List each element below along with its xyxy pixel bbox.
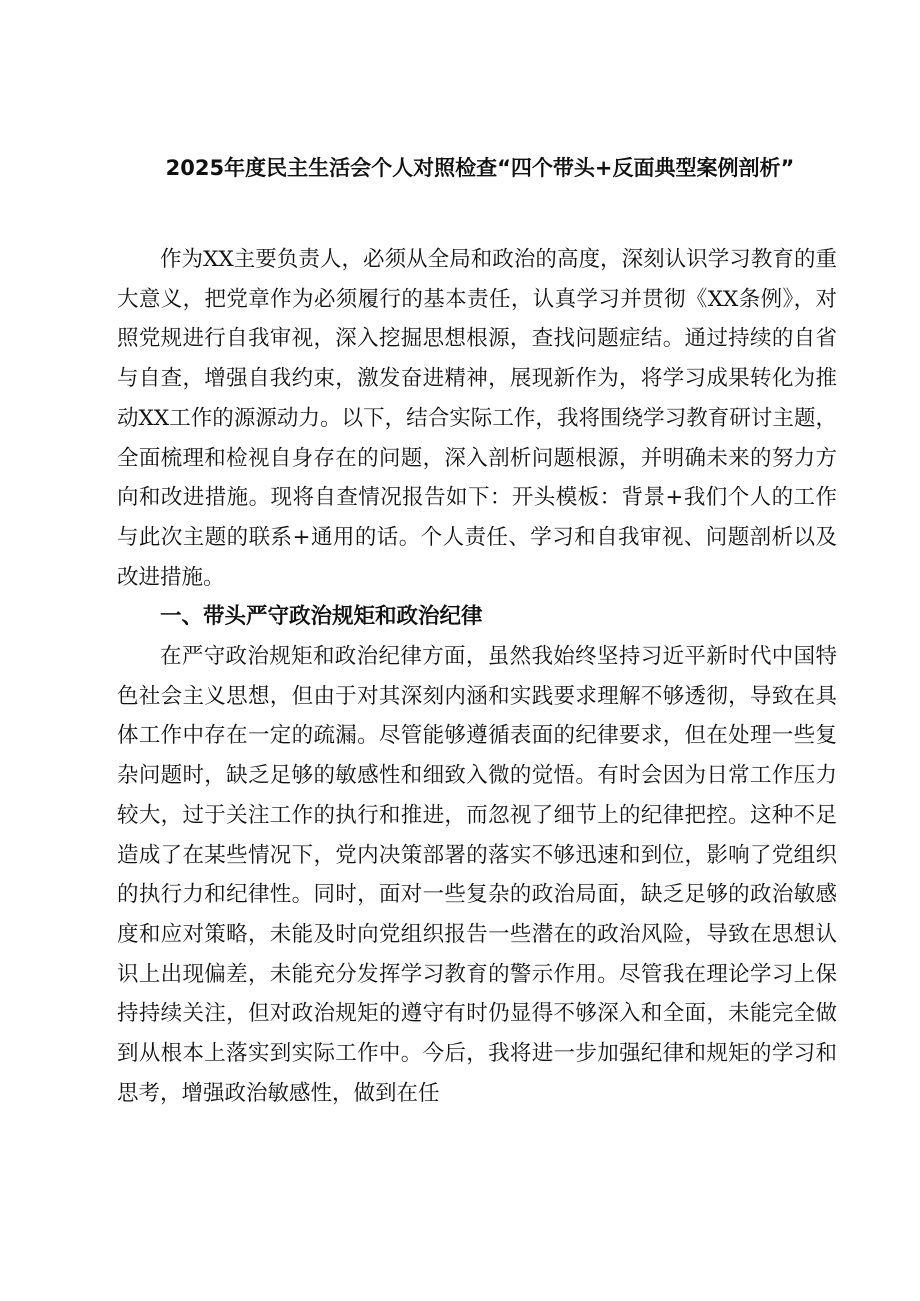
section-paragraph: 在严守政治规矩和政治纪律方面，虽然我始终坚持习近平新时代中国特色社会主义思想，但由于对其深刻内涵和实践要求理解不够透彻，导致在具体工作中存在一定的疏漏。尽管能够遵循表面的纪律要求，但在处理一些复杂问题时，缺乏足够的敏感性和细致入微的觉悟。有时会因为日常工作压力较大，过于关注工作的执行和推进，而忽视了细节上的纪律把控。这种不足造成了在某些情况下，党内决策部署的落实不够迅速和到位，影响了党组织的执行力和纪律性。同时，面对一些复杂的政治局面，缺乏足够的政治敏感度和应对策略，未能及时向党组织报告一些潜在的政治风险，导致在思想认识上出现偏差，未能充分发挥学习教育的警示作用。尽管我在理论学习上保持持续关注，但对政治规矩的遵守有时仍显得不够深入和全面，未能完全做到从根本上落实到实际工作中。今后，我将进一步加强纪律和规矩的学习和思考，增强政治敏感性，做到在任 — [117, 644, 837, 1106]
document-title: 2025年度民主生活会个人对照检查“四个带头+反面典型案例剖析” — [165, 156, 795, 180]
document-body — [117, 240, 837, 1113]
section-heading: 一、带头严守政治规矩和政治纪律 — [160, 604, 483, 630]
intro-paragraph: 作为XX主要负责人，必须从全局和政治的高度，深刻认识学习教育的重大意义，把党章作为必须履行的基本责任，认真学习并贯彻《XX条例》，对照党规进行自我审视，深入挖掘思想根源，查找问题症结。通过持续的自省与自查，增强自我约束，激发奋进精神，展现新作为，将学习成果转化为推动XX工作的源源动力。以下，结合实际工作，我将围绕学习教育研讨主题，全面梳理和检视自身存在的问题，深入剖析问题根源，并明确未来的努力方向和改进措施。现将自查情况报告如下：开头模板：背景+我们个人的工作与此次主题的联系+通用的话。个人责任、学习和自我审视、问题剖析以及改进措施。 — [117, 247, 837, 590]
